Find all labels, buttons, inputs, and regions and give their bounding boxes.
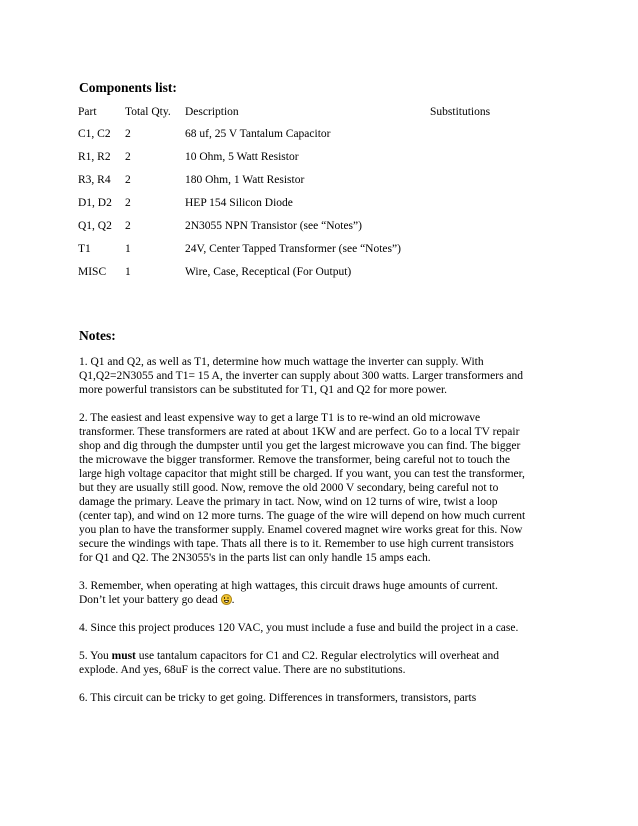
table-row: [76, 197, 532, 220]
cell-description: 10 Ohm, 5 Watt Resistor: [185, 151, 299, 163]
table-row: [76, 220, 532, 243]
note-line: but they are usually still good. Now, remove the old 2000 V secondary, being careful not to: [79, 482, 499, 494]
header-qty: Total Qty.: [125, 106, 171, 118]
cell-part: D1, D2: [78, 197, 112, 209]
components-table: [76, 106, 532, 289]
note-line: Q1,Q2=2N3055 and T1= 15 A, the inverter can supply about 300 watts. Larger transformers and: [79, 370, 524, 382]
note-line: damage the primary. Leave the primary in tact. Now, wind on 12 turns of wire, twist a loop: [79, 496, 498, 508]
note-line: secure the windings with tape. Thats all there is to it. Remember to use high current transistors: [79, 538, 514, 550]
note-line: 3. Remember, when operating at high wattages, this circuit draws huge amounts of current.: [79, 580, 498, 592]
cell-qty: 2: [125, 220, 131, 232]
table-header-row: [76, 106, 532, 128]
cell-part: R1, R2: [78, 151, 111, 163]
smiley-emoji-icon: [221, 594, 232, 605]
cell-description: Wire, Case, Receptical (For Output): [185, 266, 352, 278]
table-row: [76, 151, 532, 174]
components-heading: Components list:: [79, 80, 177, 95]
note-line: 4. Since this project produces 120 VAC, you must include a fuse and build the project in a case.: [79, 622, 519, 634]
note-line-end: .: [231, 594, 235, 606]
note-line-start: Don’t let your battery go dead: [79, 594, 221, 606]
cell-qty: 1: [125, 243, 131, 255]
cell-substitutions: [428, 174, 532, 197]
cell-description: 24V, Center Tapped Transformer (see “Notes”): [185, 243, 401, 255]
table-row: [76, 128, 532, 151]
cell-substitutions: [428, 197, 532, 220]
cell-qty: 1: [125, 266, 131, 278]
header-part: Part: [78, 106, 97, 118]
cell-part: Q1, Q2: [78, 220, 112, 232]
table-row: [76, 243, 532, 266]
note-line: large high voltage capacitor that might still be charged. If you want, you can test the transformer,: [79, 468, 525, 480]
cell-qty: 2: [125, 197, 131, 209]
note-line: the microwave the bigger transformer. Remove the transformer, being careful not to touch the: [79, 454, 510, 466]
note-line: you plan to have the transformer supply. Enamel covered magnet wire works great for this. Now: [79, 524, 523, 536]
note-item: [79, 579, 549, 607]
note-line: 2. The easiest and least expensive way to get a large T1 is to re-wind an old microwave: [79, 412, 481, 424]
cell-substitutions: [428, 151, 532, 174]
note-line: more powerful transistors can be substituted for T1, Q1 and Q2 for more power.: [79, 384, 448, 396]
header-description: Description: [185, 106, 239, 118]
cell-qty: 2: [125, 151, 131, 163]
note-line: (center tap), and wind on 12 more turns. The guage of the wire will depend on how much current: [79, 510, 526, 522]
table-row: [76, 266, 532, 289]
note-text-after: use tantalum capacitors for C1 and C2. Regular electrolytics will overheat and: [135, 650, 499, 662]
note-line: 1. Q1 and Q2, as well as T1, determine how much wattage the inverter can supply. With: [79, 356, 484, 368]
cell-description: 68 uf, 25 V Tantalum Capacitor: [185, 128, 331, 140]
cell-part: C1, C2: [78, 128, 111, 140]
note-emphasis: must: [111, 650, 136, 662]
cell-part: MISC: [78, 266, 107, 278]
cell-substitutions: [428, 243, 532, 266]
note-line: 6. This circuit can be tricky to get going. Differences in transformers, transistors, parts: [79, 692, 477, 704]
note-item: [79, 621, 549, 635]
note-line: explode. And yes, 68uF is the correct value. There are no substitutions.: [79, 664, 406, 676]
cell-description: 2N3055 NPN Transistor (see “Notes”): [185, 220, 362, 232]
note-text-before: 5. You: [79, 650, 112, 662]
note-line: shop and dig through the dumpster until you get the largest microwave you can find. The bigger: [79, 440, 521, 452]
cell-qty: 2: [125, 174, 131, 186]
table-row: [76, 174, 532, 197]
cell-part: R3, R4: [78, 174, 111, 186]
note-item: [79, 355, 549, 397]
note-item: [79, 411, 549, 565]
note-line: for Q1 and Q2. The 2N3055's in the parts list can only handle 15 amps each.: [79, 552, 431, 564]
cell-qty: 2: [125, 128, 131, 140]
cell-substitutions: [428, 220, 532, 243]
header-substitutions: Substitutions: [430, 106, 491, 118]
note-item: [79, 649, 549, 677]
note-item: [79, 691, 549, 705]
cell-substitutions: [428, 266, 532, 289]
cell-substitutions: [428, 128, 532, 151]
cell-description: HEP 154 Silicon Diode: [185, 197, 293, 209]
notes-list: [79, 355, 549, 719]
note-line: transformer. These transformers are rated at about 1KW and are perfect. Go to a local TV repair: [79, 426, 520, 438]
cell-description: 180 Ohm, 1 Watt Resistor: [185, 174, 305, 186]
cell-part: T1: [78, 243, 91, 255]
notes-heading: Notes:: [79, 328, 116, 343]
